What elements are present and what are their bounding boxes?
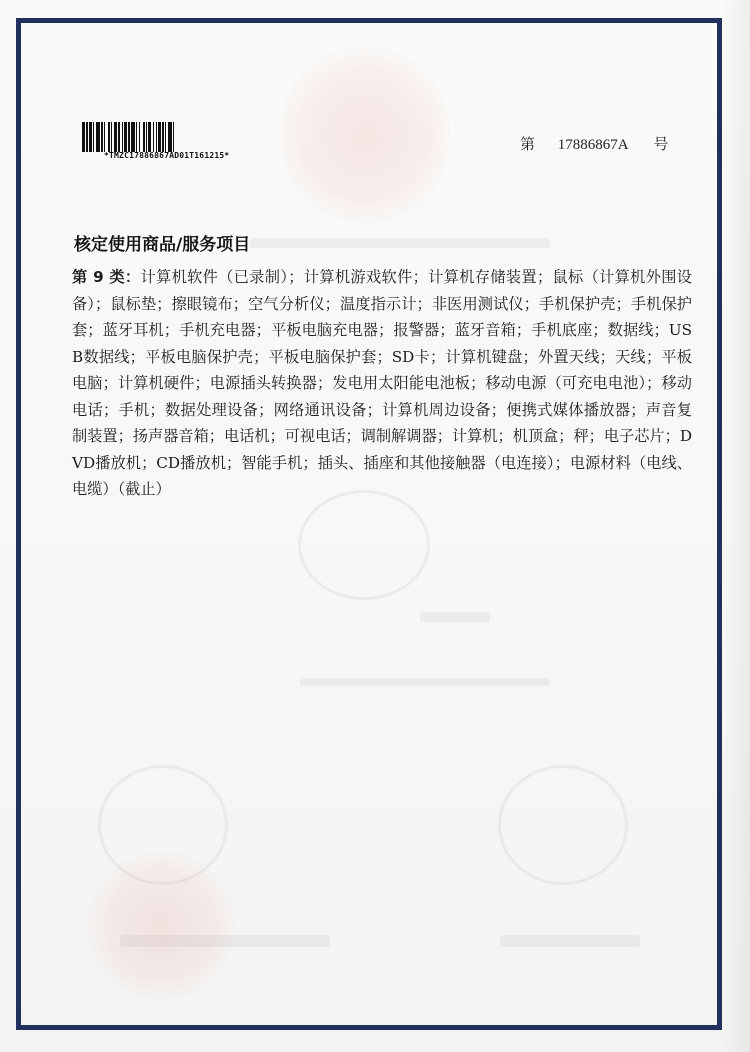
registration-number-value: 17886867A [557, 137, 629, 153]
barcode-gap [174, 122, 177, 152]
goods-class-label: 第 9 类： [72, 268, 141, 286]
registration-number [520, 133, 668, 154]
goods-items: 计算机软件（已录制）；计算机游戏软件；计算机存储装置；鼠标（计算机外围设备）；鼠标垫；擦眼镜布；空气分析仪；温度指示计；非医用测试仪；手机保护壳；手机保护套；蓝牙耳机；手机充电器；平板电脑充电器；报警器；蓝牙音箱；手机底座；数据线；USB数据线；平板电脑保护壳；平板电脑保护套；SD卡；计算机键盘；外置天线；天线；平板电脑；计算机硬件；电源插头转换器；发电用太阳能电池板；移动电源（可充电电池）；移动电话；手机；数据处理设备；网络通讯设备；计算机周边设备；便携式媒体播放器；声音复制装置；扬声器音箱；电话机；可视电话；调制解调器；计算机；机顶盒；秤；电子芯片；DVD播放机；CD播放机；智能手机；插头、插座和其他接触器（电连接）；电源材料（电线、电缆）（截止） [72, 268, 692, 498]
barcode-caption: *TMZC17886867AD01T161215* [104, 151, 230, 160]
registration-suffix: 号 [653, 135, 669, 153]
scan-edge-shadow [722, 0, 750, 1052]
document-border [16, 18, 722, 1030]
section-title: 核定使用商品/服务项目 [74, 235, 251, 255]
registration-prefix: 第 [520, 135, 536, 153]
barcode [82, 122, 262, 152]
goods-list [72, 264, 692, 503]
